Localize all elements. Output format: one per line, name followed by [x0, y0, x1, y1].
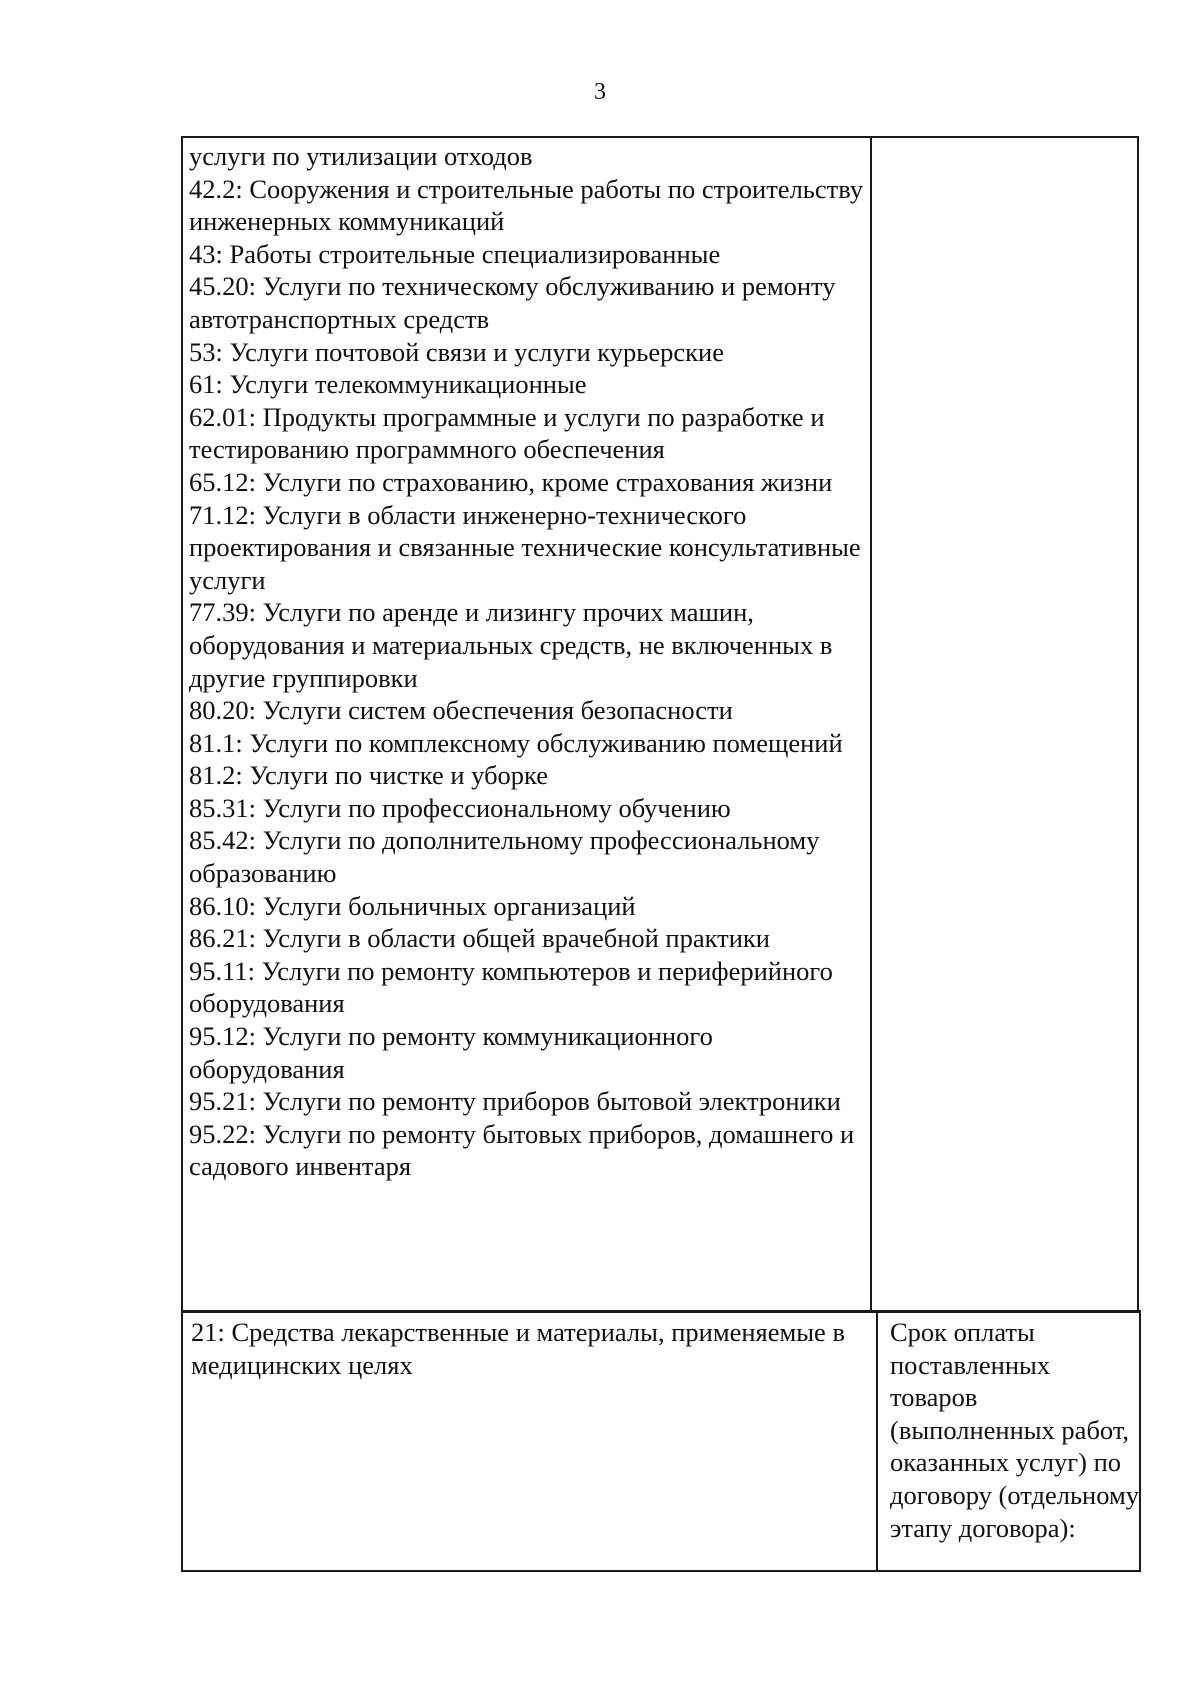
- list-item: 95.22: Услуги по ремонту бытовых приборов, домашнего и садового инвентаря: [189, 1118, 855, 1182]
- okpd-code-list: [183, 138, 870, 1183]
- list-item: 86.21: Услуги в области общей врачебной практики: [189, 923, 770, 954]
- empty-terms-cell: [871, 137, 1138, 1312]
- list-item: 45.20: Услуги по техническому обслуживанию и ремонту автотранспортных средств: [189, 271, 836, 334]
- list-item: 62.01: Продукты программные и услуги по разработке и тестированию программного обеспечения: [189, 401, 825, 465]
- table-row: [182, 137, 1138, 1312]
- list-item: 95.11: Услуги по ремонту компьютеров и периферийного оборудования: [189, 955, 833, 1019]
- list-item: 42.2: Сооружения и строительные работы по строительству инженерных коммуникаций: [189, 173, 864, 237]
- list-item: 77.39: Услуги по аренде и лизингу прочих машин, оборудования и материальных средств, не включенных в другие группировки: [189, 597, 833, 693]
- list-item: 95.21: Услуги по ремонту приборов бытовой электроники: [189, 1086, 841, 1117]
- list-item: 86.10: Услуги больничных организаций: [189, 890, 636, 921]
- list-item: 95.12: Услуги по ремонту коммуникационного оборудования: [189, 1021, 713, 1084]
- okpd-code-text: 21: Средства лекарственные и материалы, применяемые в медицинских целях: [191, 1317, 845, 1380]
- page-number: 3: [594, 79, 606, 105]
- list-item: 65.12: Услуги по страхованию, кроме страхования жизни: [189, 466, 833, 497]
- okpd-code-cell: [182, 1311, 877, 1571]
- table-row: [182, 1311, 1140, 1571]
- okpd-codes-cell: [182, 137, 871, 1312]
- list-item: 43: Работы строительные специализированные: [189, 238, 721, 269]
- list-item: 81.1: Услуги по комплексному обслуживанию помещений: [189, 727, 843, 758]
- list-item: 53: Услуги почтовой связи и услуги курьерские: [189, 336, 724, 367]
- list-item: 85.31: Услуги по профессиональному обучению: [189, 792, 731, 823]
- list-item: 80.20: Услуги систем обеспечения безопасности: [189, 695, 733, 726]
- payment-terms-text: Срок оплаты поставленных товаров (выполненных работ, оказанных услуг) по договору (отдельному этапу договора):: [890, 1317, 1140, 1543]
- payment-terms-cell: [877, 1311, 1140, 1571]
- okpd-services-table: [181, 136, 1139, 1313]
- list-item: услуги по утилизации отходов: [189, 141, 533, 171]
- list-item: 61: Услуги телекоммуникационные: [189, 369, 587, 400]
- list-item: 71.12: Услуги в области инженерно-технического проектирования и связанные технические консультативные услуги: [189, 499, 861, 595]
- medical-goods-table: [181, 1310, 1141, 1572]
- list-item: 81.2: Услуги по чистке и уборке: [189, 760, 549, 791]
- list-item: 85.42: Услуги по дополнительному профессиональному образованию: [189, 825, 820, 889]
